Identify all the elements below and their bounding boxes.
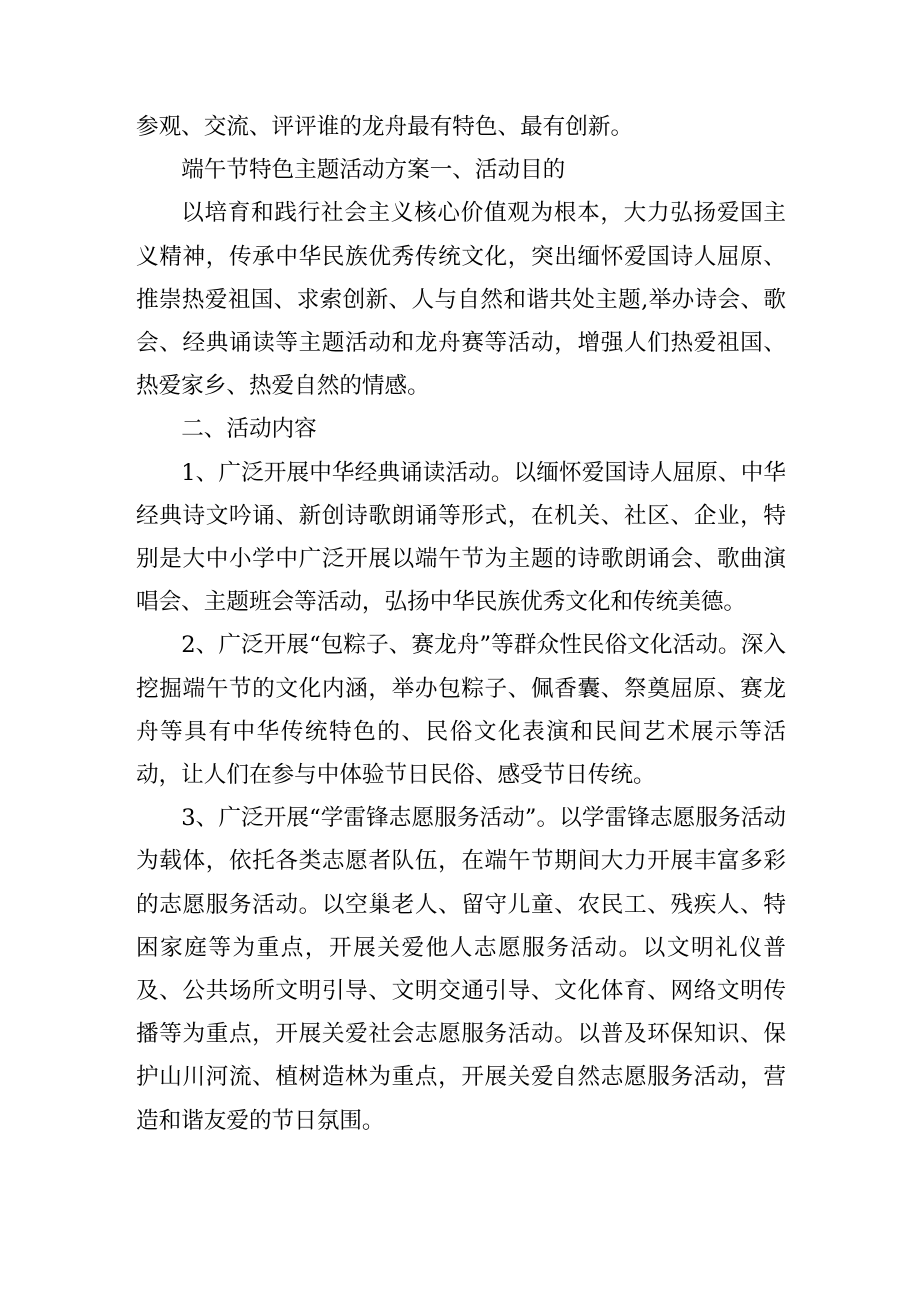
section-heading-content: 二、活动内容 [181,416,317,443]
paragraph-continuation: 参观、交流、评评谁的龙舟最有特色、最有创新。 [136,114,634,140]
paragraph-purpose: 以培育和践行社会主义核心价值观为根本，大力弘扬爱国主义精神，传承中华民族优秀传统文化，突出缅怀爱国诗人屈原、推崇热爱祖国、求索创新、人与自然和谐共处主题,举办诗会、歌会、经典诵读等主题活动和龙舟赛等活动，增强人们热爱祖国、热爱家乡、热爱自然的情感。 [136,200,786,400]
paragraph-plan-title: 端午节特色主题活动方案一、活动目的 [181,157,566,184]
paragraph-item-3: 3、广泛开展“学雷锋志愿服务活动”。以学雷锋志愿服务活动为载体，依托各类志愿者队伍，在端午节期间大力开展丰富多彩的志愿服务活动。以空巢老人、留守儿童、农民工、残疾人、特困家庭等为重点，开展关爱他人志愿服务活动。以文明礼仪普及、公共场所文明引导、文明交通引导、文化体育、网络文明传播等为重点，开展关爱社会志愿服务活动。以普及环保知识、保护山川河流、植树造林为重点，开展关爱自然志愿服务活动，营造和谐友爱的节日氛围。 [136,805,786,1134]
document-body [136,106,786,1143]
paragraph-item-1: 1、广泛开展中华经典诵读活动。以缅怀爱国诗人屈原、中华经典诗文吟诵、新创诗歌朗诵等形式，在机关、社区、企业，特别是大中小学中广泛开展以端午节为主题的诗歌朗诵会、歌曲演唱会、主题班会等活动，弘扬中华民族优秀文化和传统美德。 [136,459,786,616]
paragraph-item-2: 2、广泛开展“包粽子、赛龙舟”等群众性民俗文化活动。深入挖掘端午节的文化内涵，举办包粽子、佩香囊、祭奠屈原、赛龙舟等具有中华传统特色的、民俗文化表演和民间艺术展示等活动，让人们在参与中体验节日民俗、感受节日传统。 [136,632,786,789]
